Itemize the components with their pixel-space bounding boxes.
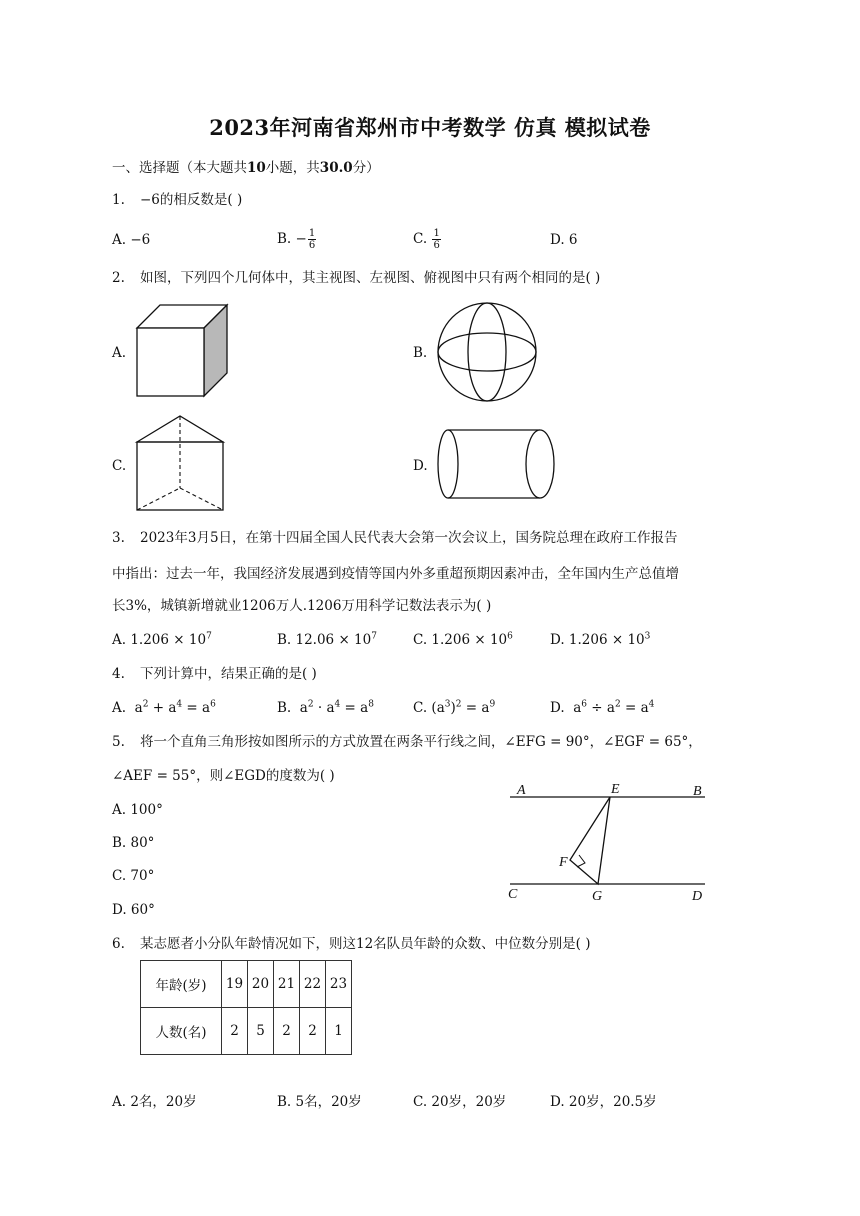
q6-option-b[interactable]: B. 5名，20岁 <box>277 1094 362 1110</box>
denominator: 6 <box>308 240 316 251</box>
point-label-a: A <box>517 783 526 798</box>
table-row <box>141 961 352 1008</box>
q1-option-d[interactable]: D. 6 <box>550 232 578 248</box>
point-label-d: D <box>692 889 703 904</box>
option-text: D. 1.206 × 10 <box>550 632 645 648</box>
q6-option-a[interactable]: A. 2名，20岁 <box>112 1094 197 1110</box>
option-label: A. <box>112 700 127 716</box>
question-3 <box>112 528 678 548</box>
question-stem-line-2: ∠AEF = 55°，则∠EGD的度数为( ) <box>112 768 335 784</box>
option-text: C. 1.206 × 10 <box>413 632 508 648</box>
exponent: 3 <box>644 631 651 642</box>
option-label: B. − <box>277 231 307 247</box>
question-4 <box>112 664 317 684</box>
page-title: 2023年河南省郑州市中考数学 仿真 模拟试卷 <box>209 115 651 140</box>
option-label: D. <box>550 700 565 716</box>
point-label-c: C <box>508 887 518 902</box>
exponent: 7 <box>371 631 377 642</box>
row-header-count: 人数(名) <box>141 1008 222 1055</box>
table-cell: 23 <box>326 961 352 1008</box>
q4-option-c[interactable]: C. $(a^3)^2 = a^9$ <box>413 699 496 716</box>
point-label-b: B <box>693 784 702 799</box>
question-6 <box>112 934 591 954</box>
question-number: 6. <box>112 936 125 952</box>
question-number: 4. <box>112 666 125 682</box>
section-mid: 小题，共 <box>265 160 320 176</box>
numerator: 1 <box>308 228 316 239</box>
question-stem: −6的相反数是( ) <box>140 192 243 208</box>
option-text: A. 1.206 × 10 <box>112 632 207 648</box>
table-cell: 20 <box>248 961 274 1008</box>
option-text: B. 12.06 × 10 <box>277 632 372 648</box>
question-stem: 下列计算中，结果正确的是( ) <box>140 666 317 682</box>
q1-option-a[interactable]: A. −6 <box>112 232 151 248</box>
q4-option-a[interactable]: A. $a^2 + a^4 = a^6$ <box>112 699 216 716</box>
question-stem: 某志愿者小分队年龄情况如下，则这12名队员年龄的众数、中位数分别是( ) <box>140 936 591 952</box>
question-number: 2. <box>112 270 125 286</box>
q2-option-a[interactable]: A. <box>112 345 127 361</box>
q5-option-b[interactable]: B. 80° <box>112 835 155 851</box>
question-1 <box>112 190 242 210</box>
q5-option-c[interactable]: C. 70° <box>112 868 155 884</box>
point-label-f: F <box>559 855 568 870</box>
table-cell: 21 <box>274 961 300 1008</box>
question-stem-line-2: 中指出：过去一年，我国经济发展遇到疫情等国内外多重超预期因素冲击，全年国内生产总值增 <box>112 566 679 582</box>
q6-option-c[interactable]: C. 20岁，20岁 <box>413 1094 507 1110</box>
q5-option-d[interactable]: D. 60° <box>112 902 155 918</box>
question-number: 5. <box>112 734 125 750</box>
table-cell: 5 <box>248 1008 274 1055</box>
question-stem-line-3: 长3%，城镇新增就业1206万人.1206万用科学记数法表示为( ) <box>112 598 492 614</box>
numerator: 1 <box>433 228 440 239</box>
row-header-age: 年龄(岁) <box>141 961 222 1008</box>
option-label: C. <box>413 231 432 247</box>
point-label-g: G <box>592 889 603 904</box>
sphere-figure <box>434 300 540 404</box>
section-score: 30.0 <box>319 160 353 176</box>
q1-option-b[interactable] <box>277 228 317 251</box>
table-cell: 22 <box>300 961 326 1008</box>
q2-option-b[interactable]: B. <box>413 345 428 361</box>
denominator: 6 <box>433 240 440 251</box>
point-label-e: E <box>611 782 620 797</box>
question-number: 3. <box>112 530 125 546</box>
cube-figure <box>132 300 232 400</box>
q2-option-c[interactable]: C. <box>112 458 127 474</box>
question-stem-line-1: 2023年3月5日，在第十四届全国人民代表大会第一次会议上，国务院总理在政府工作报告 <box>140 530 678 546</box>
table-cell: 2 <box>222 1008 248 1055</box>
q3-option-b[interactable] <box>277 630 377 650</box>
cylinder-figure <box>436 426 560 502</box>
question-5 <box>112 732 702 752</box>
parallel-lines-figure <box>500 776 720 904</box>
table-cell: 1 <box>326 1008 352 1055</box>
table-row <box>141 1008 352 1055</box>
question-number: 1. <box>112 192 125 208</box>
table-cell: 19 <box>222 961 248 1008</box>
q6-option-d[interactable]: D. 20岁，20.5岁 <box>550 1094 657 1110</box>
q1-option-c[interactable] <box>413 228 442 251</box>
q5-option-a[interactable]: A. 100° <box>112 802 163 818</box>
section-suffix: 分） <box>352 160 380 176</box>
option-label: B. <box>277 700 292 716</box>
q4-option-d[interactable]: D. $a^6 \div a^2 = a^4$ <box>550 699 655 716</box>
option-label: C. <box>413 700 428 716</box>
q3-option-c[interactable] <box>413 630 513 650</box>
q2-option-d[interactable]: D. <box>413 458 428 474</box>
fraction <box>308 228 316 251</box>
question-stem: 如图，下列四个几何体中，其主视图、左视图、俯视图中只有两个相同的是( ) <box>140 270 601 286</box>
age-table <box>140 960 352 1055</box>
fraction <box>432 228 440 251</box>
exponent: 6 <box>507 631 513 642</box>
q3-option-d[interactable] <box>550 630 650 650</box>
table-cell: 2 <box>300 1008 326 1055</box>
prism-figure <box>134 412 230 514</box>
q4-option-b[interactable]: B. $a^2 \cdot a^4 = a^8$ <box>277 699 374 716</box>
section-prefix: 一、选择题（本大题共 <box>112 160 247 176</box>
q3-option-a[interactable] <box>112 630 212 650</box>
section-header <box>112 158 380 178</box>
question-stem-line-1: 将一个直角三角形按如图所示的方式放置在两条平行线之间，∠EFG = 90°，∠EGF = 65°， <box>140 734 702 750</box>
exponent: 7 <box>206 631 212 642</box>
question-2 <box>112 268 600 288</box>
section-count: 10 <box>247 160 266 176</box>
table-cell: 2 <box>274 1008 300 1055</box>
